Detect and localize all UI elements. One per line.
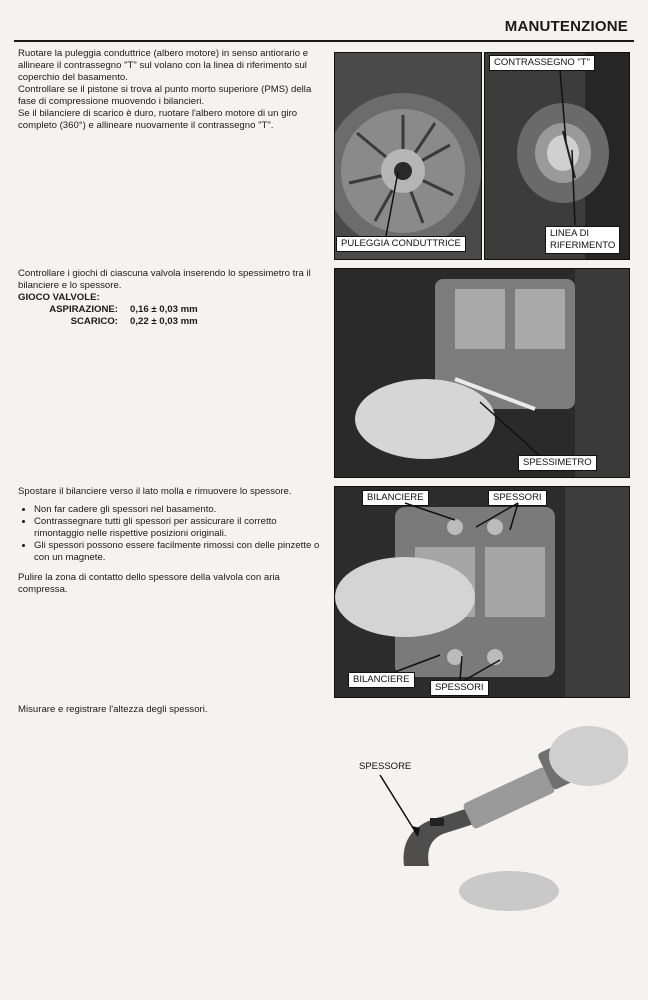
label-rocker-bottom: BILANCIERE: [348, 672, 415, 688]
section1-paragraph: Controllare se il pistone si trova al punto morto superiore (PMS) della fase di compressione muovendo i bilancieri.: [18, 84, 312, 107]
section4-paragraph: Misurare e registrare l'altezza degli spessori.: [18, 704, 208, 715]
label-reference-line-1: LINEA DI: [550, 228, 590, 239]
label-reference-line-2: RIFERIMENTO: [550, 240, 616, 251]
label-drive-pulley: PULEGGIA CONDUTTRICE: [336, 236, 466, 252]
spec-label: SCARICO:: [70, 316, 118, 327]
label-t-mark: CONTRASSEGNO "T": [489, 55, 595, 71]
section1-paragraph: Se il bilanciere di scarico è duro, ruotare l'albero motore di un giro completo (360°) e allineare nuovamente il contrassegno "T".: [18, 108, 298, 131]
list-item: • Gli spessori possono essere facilmente rimossi con delle pinzette o con un magnete.: [34, 540, 328, 564]
section3-intro: Spostare il bilanciere verso il lato molla e rimuovere lo spessore.: [18, 486, 292, 497]
valve-clearance-title: GIOCO VALVOLE:: [18, 292, 100, 303]
label-shims-top: SPESSORI: [488, 490, 547, 506]
spec-label: ASPIRAZIONE:: [49, 304, 118, 315]
section2-paragraph: Controllare i giochi di ciascuna valvola inserendo lo spessimetro tra il bilanciere e lo spessore.: [18, 268, 311, 291]
list-item: • Contrassegnare tutti gli spessori per assicurare il corretto rimontaggio nelle rispettive posizioni originali.: [34, 516, 328, 540]
section1-paragraph: Ruotare la puleggia conduttrice (albero motore) in senso antiorario e allineare il contrassegno "T" sul volano con la linea di riferimento sul coperchio del basamento.: [18, 48, 309, 83]
section3-outro: Pulire la zona di contatto dello spessore della valvola con aria compressa.: [18, 572, 280, 595]
label-shim: SPESSORE: [359, 761, 412, 772]
label-rocker-top: BILANCIERE: [362, 490, 429, 506]
spec-value: 0,16 ± 0,03 mm: [130, 304, 198, 315]
page-title: MANUTENZIONE: [504, 18, 628, 35]
label-shims-bottom: SPESSORI: [430, 680, 489, 696]
label-feeler-gauge: SPESSIMETRO: [518, 455, 597, 471]
list-item: • Non far cadere gli spessori nel basamento.: [34, 504, 328, 516]
spec-value: 0,22 ± 0,03 mm: [130, 316, 198, 327]
